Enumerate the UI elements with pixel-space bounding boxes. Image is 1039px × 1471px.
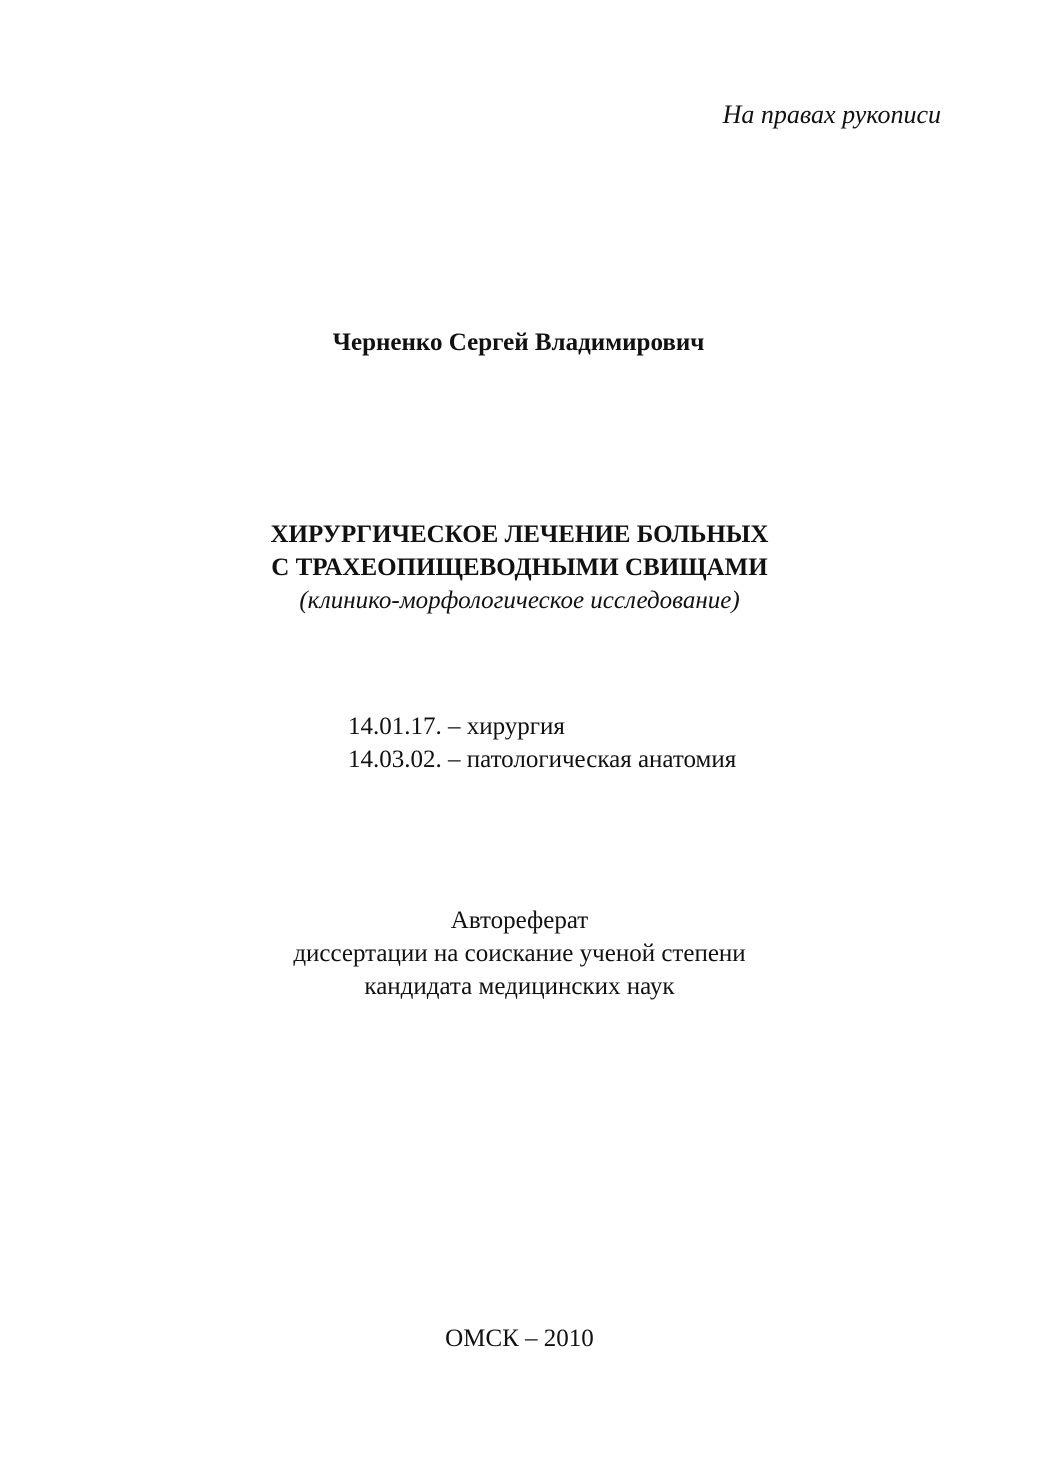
city-year: ОМСК – 2010	[445, 1325, 594, 1352]
rights-notice: На правах рукописи	[722, 100, 941, 129]
title-block	[0, 518, 1039, 617]
abstract-line-2: диссертации на соискание ученой степени	[293, 940, 746, 967]
title-line-1: ХИРУРГИЧЕСКОЕ ЛЕЧЕНИЕ БОЛЬНЫХ	[270, 521, 769, 548]
subtitle: (клинико-морфологическое исследование)	[299, 587, 740, 614]
specialty-surgery: 14.01.17. – хирургия	[348, 713, 565, 740]
author-name: Черненко Сергей Владимирович	[332, 329, 705, 356]
abstract-line-1: Автореферат	[450, 907, 589, 934]
specialties-block	[348, 710, 736, 776]
abstract-block	[0, 904, 1039, 1003]
specialty-pathology: 14.03.02. – патологическая анатомия	[348, 746, 737, 773]
abstract-line-3: кандидата медицинских наук	[364, 973, 675, 1000]
title-line-2: С ТРАХЕОПИЩЕВОДНЫМИ СВИЩАМИ	[271, 554, 768, 581]
